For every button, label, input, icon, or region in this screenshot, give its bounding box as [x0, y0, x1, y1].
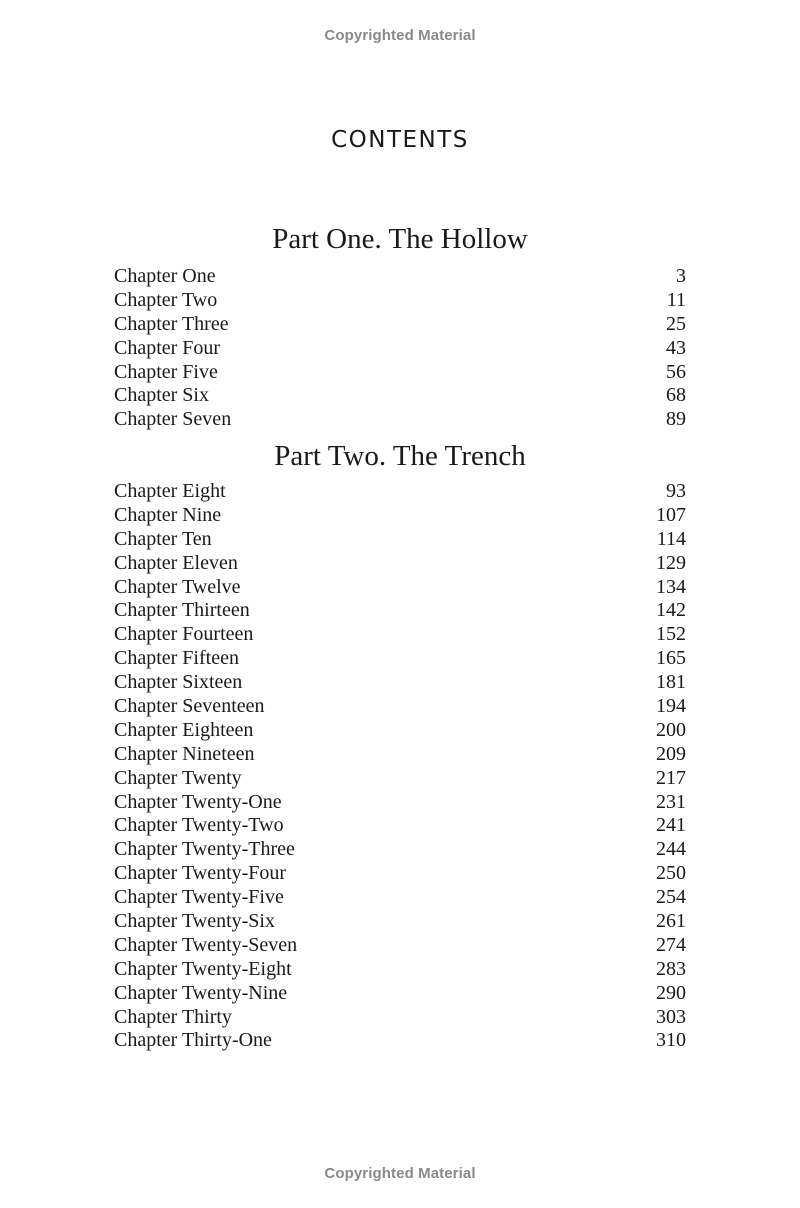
chapter-list	[114, 265, 686, 432]
chapter-title: Chapter Twelve	[114, 575, 241, 598]
chapter-title: Chapter Five	[114, 360, 218, 383]
toc-entry[interactable]	[114, 1029, 686, 1053]
page-number: 142	[656, 599, 686, 622]
toc-entry[interactable]	[114, 361, 686, 385]
chapter-title: Chapter Twenty-Five	[114, 886, 284, 909]
chapter-title: Chapter Sixteen	[114, 671, 243, 694]
page-number: 310	[656, 1029, 686, 1052]
chapter-title: Chapter Fourteen	[114, 623, 254, 646]
chapter-title: Chapter Nineteen	[114, 742, 255, 765]
toc-entry[interactable]	[114, 934, 686, 958]
chapter-title: Chapter Six	[114, 384, 209, 407]
toc-entry[interactable]	[114, 313, 686, 337]
page-number: 209	[656, 742, 686, 765]
chapter-title: Chapter Eighteen	[114, 718, 254, 741]
toc-entry[interactable]	[114, 504, 686, 528]
page-number: 303	[656, 1005, 686, 1028]
chapter-title: Chapter Two	[114, 288, 218, 311]
copyright-watermark-top: Copyrighted Material	[324, 27, 476, 44]
chapter-title: Chapter Fifteen	[114, 647, 239, 670]
page-number: 231	[656, 790, 686, 813]
page-number: 129	[656, 551, 686, 574]
page-number: 181	[656, 671, 686, 694]
chapter-title: Chapter One	[114, 265, 216, 287]
chapter-title: Chapter Twenty-Three	[114, 838, 295, 861]
chapter-title: Chapter Nine	[114, 503, 222, 526]
page-number: 290	[656, 981, 686, 1004]
page-number: 89	[666, 408, 686, 431]
chapter-title: Chapter Thirteen	[114, 599, 250, 622]
toc-entry[interactable]	[114, 719, 686, 743]
toc-entry[interactable]	[114, 576, 686, 600]
page-number: 244	[656, 838, 686, 861]
chapter-title: Chapter Twenty-One	[114, 790, 282, 813]
toc-entry[interactable]	[114, 528, 686, 552]
chapter-list	[114, 480, 686, 1053]
chapter-title: Chapter Twenty	[114, 766, 242, 789]
page-number: 114	[656, 527, 686, 550]
page-number: 25	[666, 312, 686, 335]
toc-entry[interactable]	[114, 814, 686, 838]
page-number: 3	[676, 265, 686, 287]
chapter-title: Chapter Eleven	[114, 551, 238, 574]
toc-entry[interactable]	[114, 862, 686, 886]
toc-entry[interactable]	[114, 767, 686, 791]
toc-entry[interactable]	[114, 695, 686, 719]
page-number: 11	[666, 288, 686, 311]
toc-entry[interactable]	[114, 671, 686, 695]
toc-entry[interactable]	[114, 337, 686, 361]
toc-entry[interactable]	[114, 552, 686, 576]
page-number: 283	[656, 957, 686, 980]
chapter-title: Chapter Twenty-Six	[114, 910, 275, 933]
toc-entry[interactable]	[114, 599, 686, 623]
toc-entry[interactable]	[114, 1006, 686, 1030]
toc-entry[interactable]	[114, 265, 686, 289]
chapter-title: Chapter Seventeen	[114, 695, 265, 718]
chapter-title: Chapter Twenty-Seven	[114, 933, 298, 956]
chapter-title: Chapter Four	[114, 336, 221, 359]
page-number: 56	[666, 360, 686, 383]
toc-entry[interactable]	[114, 408, 686, 432]
toc-entry[interactable]	[114, 480, 686, 504]
toc-entry[interactable]	[114, 743, 686, 767]
toc-entry[interactable]	[114, 289, 686, 313]
page-number: 107	[656, 503, 686, 526]
chapter-title: Chapter Three	[114, 312, 229, 335]
chapter-title: Chapter Twenty-Nine	[114, 981, 288, 1004]
page-number: 250	[656, 862, 686, 885]
page-number: 152	[656, 623, 686, 646]
toc-entry[interactable]	[114, 791, 686, 815]
page-number: 194	[656, 695, 686, 718]
chapter-title: Chapter Ten	[114, 527, 212, 550]
chapter-title: Chapter Seven	[114, 408, 232, 431]
page-number: 134	[656, 575, 686, 598]
page-number: 261	[656, 910, 686, 933]
page-number: 43	[666, 336, 686, 359]
page-number: 274	[656, 933, 686, 956]
chapter-title: Chapter Eight	[114, 480, 226, 502]
page-number: 217	[656, 766, 686, 789]
toc-entry[interactable]	[114, 623, 686, 647]
chapter-title: Chapter Twenty-Eight	[114, 957, 292, 980]
toc-entry[interactable]	[114, 910, 686, 934]
toc-part-two	[114, 439, 686, 1053]
toc-entry[interactable]	[114, 886, 686, 910]
chapter-title: Chapter Twenty-Four	[114, 862, 287, 885]
toc-entry[interactable]	[114, 384, 686, 408]
toc-part-one	[114, 222, 686, 432]
chapter-title: Chapter Thirty	[114, 1005, 232, 1028]
chapter-title: Chapter Twenty-Two	[114, 814, 284, 837]
page-number: 93	[666, 480, 686, 502]
chapter-title: Chapter Thirty-One	[114, 1029, 272, 1052]
part-heading: Part One. The Hollow	[272, 223, 528, 255]
page-number: 68	[666, 384, 686, 407]
part-heading: Part Two. The Trench	[274, 440, 526, 472]
toc-entry[interactable]	[114, 647, 686, 671]
page-number: 200	[656, 718, 686, 741]
copyright-watermark-bottom: Copyrighted Material	[324, 1165, 476, 1182]
toc-entry[interactable]	[114, 838, 686, 862]
page-number: 241	[656, 814, 686, 837]
page-number: 165	[656, 647, 686, 670]
toc-entry[interactable]	[114, 982, 686, 1006]
page-number: 254	[656, 886, 686, 909]
toc-entry[interactable]	[114, 958, 686, 982]
page-title: CONTENTS	[331, 127, 469, 153]
